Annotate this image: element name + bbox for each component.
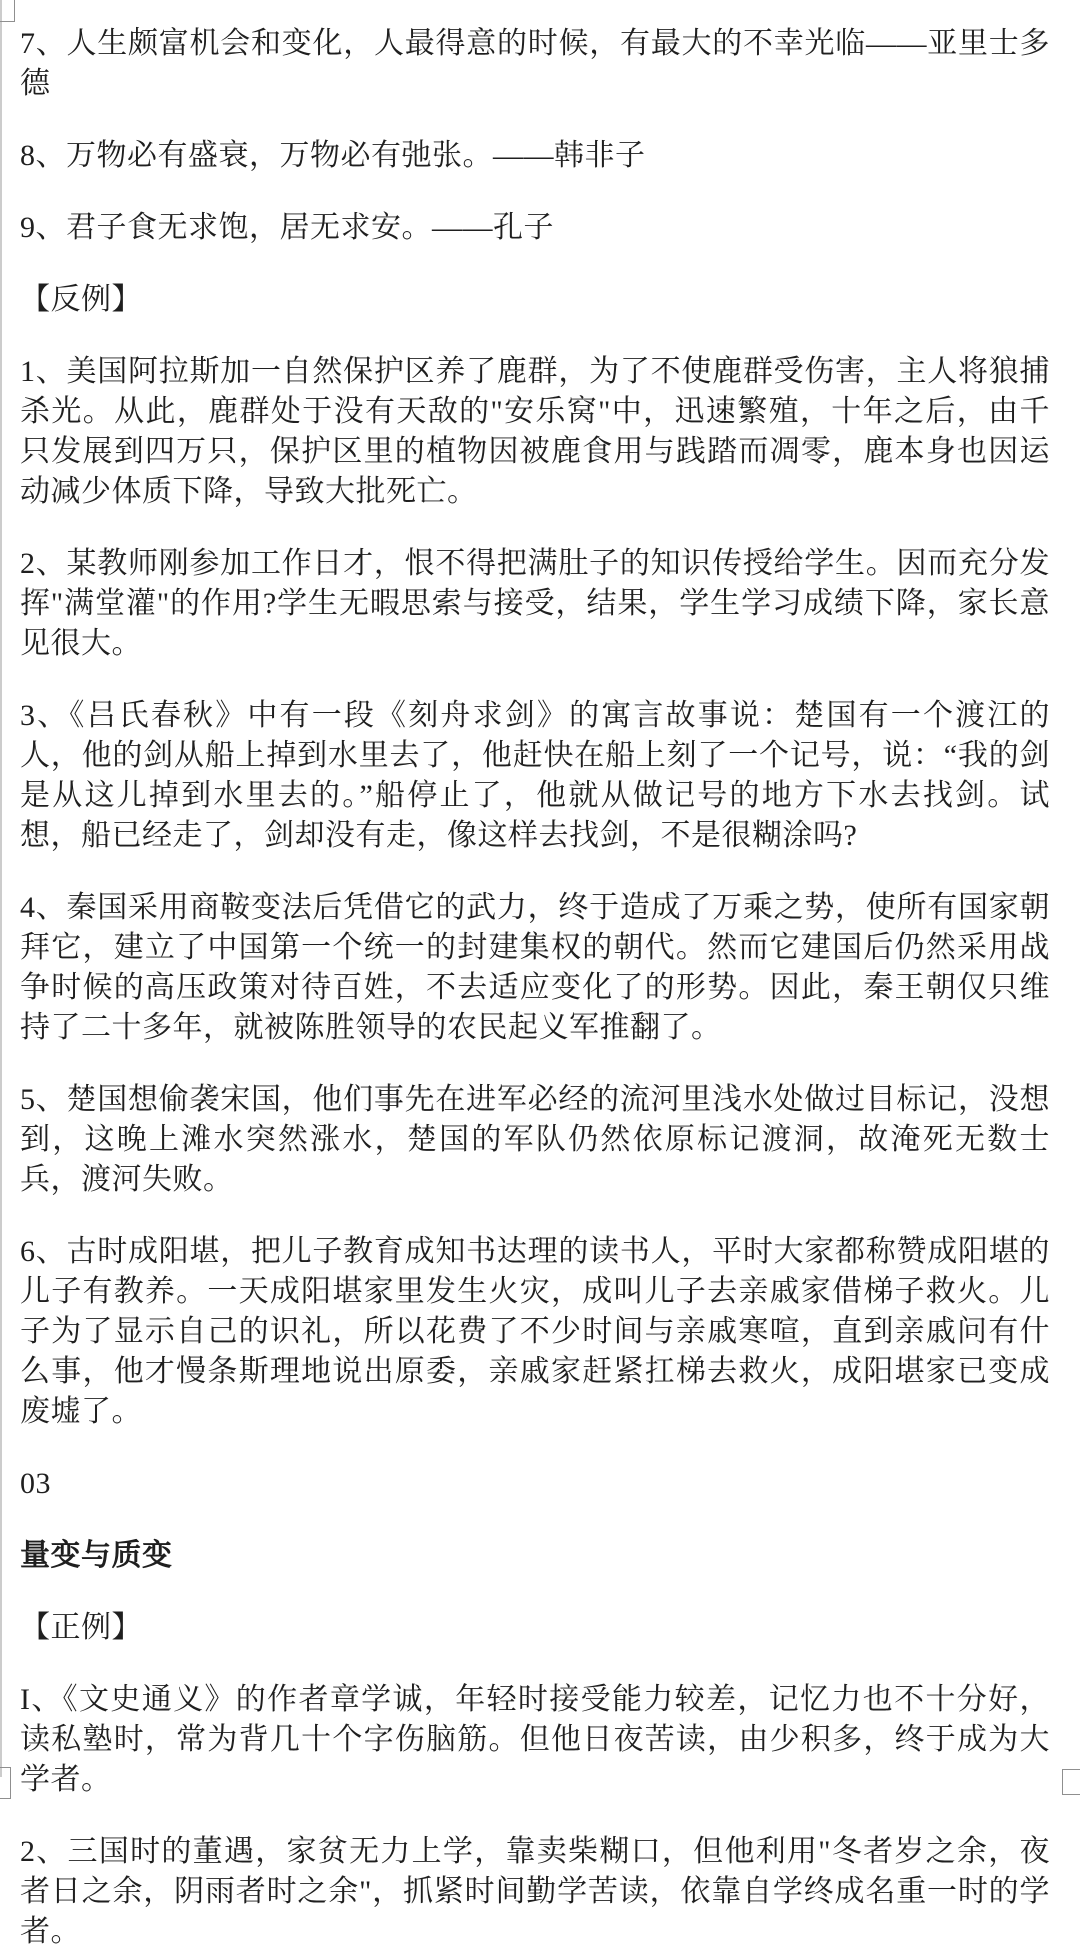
quote-item-8: 8、万物必有盛衰，万物必有弛张。——韩非子 <box>20 139 646 172</box>
positive-example-2: 2、三国时的董遇，家贫无力上学，靠卖柴糊口，但他利用"冬者岁之余，夜者日之余，阴雨者时之余"，抓紧时间勤学苦读，依靠自学终成名重一时的学者。 <box>20 1835 1050 1948</box>
corner-crop-mark-top-left <box>0 0 15 22</box>
section-title: 量变与质变 <box>20 1539 173 1572</box>
counter-example-2: 2、某教师刚参加工作日才，恨不得把满肚子的知识传授给学生。因而充分发挥"满堂灌"的作用?学生无暇思索与接受，结果，学生学习成绩下降，家长意见很大。 <box>20 547 1050 660</box>
positive-examples-header: 【正例】 <box>20 1611 142 1644</box>
corner-crop-mark-bottom-left <box>0 1767 11 1799</box>
counter-example-6: 6、古时成阳堪，把儿子教育成知书达理的读书人，平时大家都称赞成阳堪的儿子有教养。一天成阳堪家里发生火灾，成叫儿子去亲戚家借梯子救火。儿子为了显示自己的识礼，所以花费了不少时间与亲戚寒喧，直到亲戚问有什么事，他才慢条斯理地说出原委，亲戚家赶紧扛梯去救火，成阳堪家已变成废墟了。 <box>20 1235 1050 1428</box>
counter-example-4: 4、秦国采用商鞍变法后凭借它的武力，终于造成了万乘之势，使所有国家朝拜它，建立了中国第一个统一的封建集权的朝代。然而它建国后仍然采用战争时候的高压政策对待百姓，不去适应变化了的形势。因此，秦王朝仅只维持了二十多年，就被陈胜领导的农民起义军推翻了。 <box>20 891 1050 1044</box>
corner-crop-mark-bottom-right <box>1062 1769 1080 1795</box>
counter-example-3: 3、《吕氏春秋》中有一段《刻舟求剑》的寓言故事说：楚国有一个渡江的人，他的剑从船上掉到水里去了，他赶快在船上刻了一个记号，说：“我的剑是从这儿掉到水里去的。”船停止了，他就从做记号的地方下水去找剑。试想，船已经走了，剑却没有走，像这样去找剑，不是很糊涂吗? <box>20 699 1050 852</box>
counter-examples-header: 【反例】 <box>20 283 142 316</box>
quote-item-7: 7、人生颇富机会和变化，人最得意的时候，有最大的不幸光临——亚里士多德 <box>20 27 1050 100</box>
positive-example-1: I、《文史通义》的作者章学诚，年轻时接受能力较差，记忆力也不十分好，读私塾时，常为背几十个字伤脑筋。但他日夜苦读，由少积多，终于成为大学者。 <box>20 1683 1050 1796</box>
quote-item-9: 9、君子食无求饱，居无求安。——孔子 <box>20 211 554 244</box>
counter-example-5: 5、楚国想偷袭宋国，他们事先在进军必经的流河里浅水处做过目标记，没想到，这晚上滩水突然涨水，楚国的军队仍然依原标记渡洞，故淹死无数士兵，渡河失败。 <box>20 1083 1050 1196</box>
section-number: 03 <box>20 1467 51 1500</box>
counter-example-1: 1、美国阿拉斯加一自然保护区养了鹿群，为了不使鹿群受伤害，主人将狼捕杀光。从此，鹿群处于没有天敌的"安乐窝"中，迅速繁殖，十年之后，由千只发展到四万只，保护区里的植物因被鹿食用与践踏而凋零，鹿本身也因运动减少体质下降，导致大批死亡。 <box>20 355 1050 508</box>
